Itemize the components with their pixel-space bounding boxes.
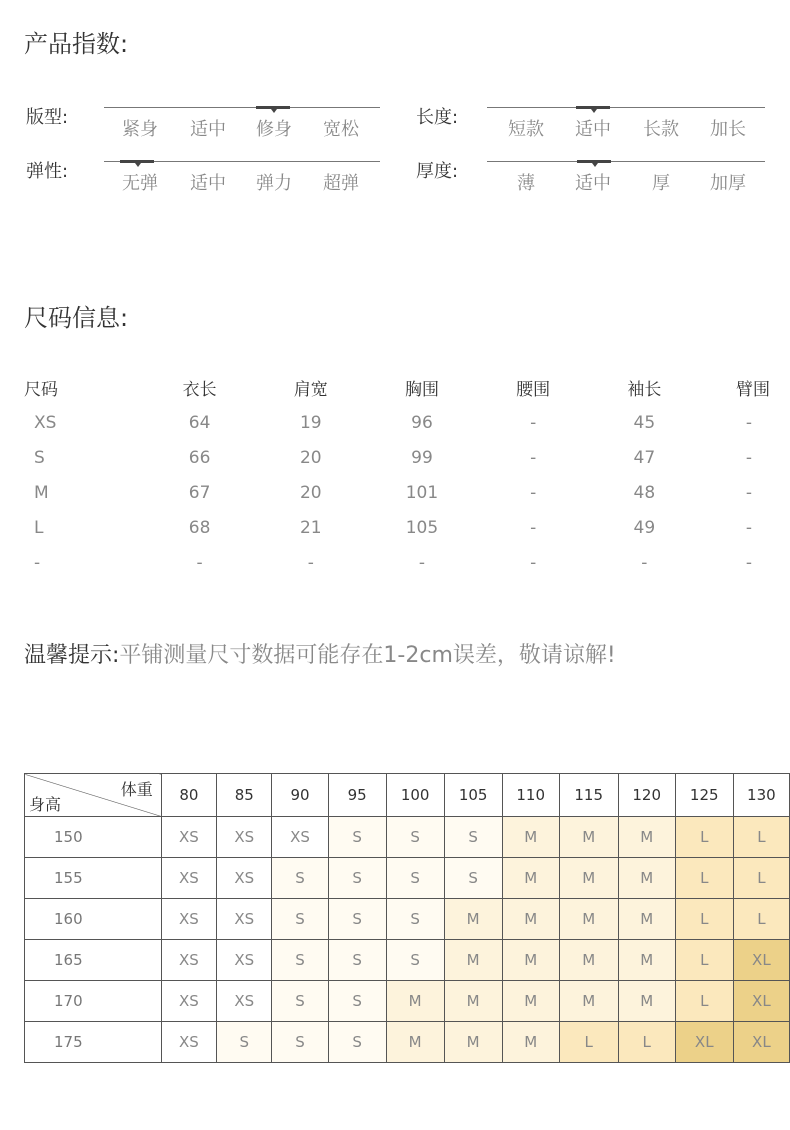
table-cell: - — [418, 552, 426, 573]
index-option: 长款 — [643, 119, 679, 140]
index-option: 薄 — [517, 173, 535, 194]
height-axis-label: 身高 — [29, 795, 62, 814]
height-label: 165 — [25, 940, 162, 981]
fit-size-cell: S — [386, 940, 444, 981]
weight-header: 130 — [733, 774, 789, 817]
fit-size-cell: XS — [161, 1022, 216, 1063]
weight-header: 85 — [217, 774, 272, 817]
table-cell: L — [34, 517, 44, 538]
fit-size-cell: L — [675, 858, 733, 899]
fit-grid-row — [25, 1022, 790, 1063]
fit-size-cell: XL — [733, 940, 789, 981]
table-cell: - — [745, 447, 752, 468]
fit-grid-row — [25, 817, 790, 858]
weight-header: 95 — [328, 774, 386, 817]
weight-header: 90 — [272, 774, 328, 817]
fit-size-cell: M — [618, 817, 675, 858]
column-header: 肩宽 — [293, 380, 328, 400]
fit-size-cell: L — [733, 858, 789, 899]
product-index-title: 产品指数: — [24, 30, 129, 58]
index-label-thickness: 厚度: — [416, 161, 459, 182]
fit-size-cell: S — [386, 817, 444, 858]
column-header: 尺码 — [24, 380, 58, 400]
fit-size-cell: L — [733, 899, 789, 940]
fit-size-cell: S — [328, 1022, 386, 1063]
fit-size-cell: S — [328, 981, 386, 1022]
index-label-elasticity: 弹性: — [26, 161, 69, 182]
fit-size-cell: M — [386, 1022, 444, 1063]
weight-header: 125 — [675, 774, 733, 817]
fit-size-cell: S — [272, 858, 328, 899]
fit-size-cell: XL — [733, 981, 789, 1022]
fit-size-cell: XS — [272, 817, 328, 858]
height-label: 155 — [25, 858, 162, 899]
fit-size-cell: L — [675, 817, 733, 858]
index-option: 加厚 — [710, 173, 746, 194]
table-cell: 68 — [188, 517, 211, 538]
fit-size-cell: S — [328, 817, 386, 858]
fit-grid-row — [25, 899, 790, 940]
column-header: 袖长 — [627, 380, 662, 400]
weight-header: 105 — [444, 774, 502, 817]
table-row — [24, 440, 770, 475]
index-option: 超弹 — [323, 173, 359, 194]
index-scale-line — [104, 107, 380, 108]
table-cell: 105 — [405, 517, 439, 538]
height-label: 175 — [25, 1022, 162, 1063]
index-option: 修身 — [256, 119, 292, 140]
fit-size-cell: S — [386, 858, 444, 899]
index-option: 短款 — [508, 119, 544, 140]
fit-size-cell: M — [502, 940, 559, 981]
fit-size-cell: M — [502, 858, 559, 899]
fit-size-cell: L — [618, 1022, 675, 1063]
fit-size-cell: S — [444, 817, 502, 858]
table-row — [24, 475, 770, 510]
table-cell: - — [530, 447, 537, 468]
fit-size-cell: S — [272, 1022, 328, 1063]
table-cell: 45 — [633, 412, 656, 433]
table-cell: S — [34, 447, 45, 468]
fit-grid-row — [25, 981, 790, 1022]
height-label: 170 — [25, 981, 162, 1022]
fit-size-cell: L — [675, 981, 733, 1022]
index-scale-line — [487, 107, 765, 108]
fit-size-cell: M — [559, 899, 618, 940]
index-label-length: 长度: — [416, 107, 459, 128]
fit-size-cell: M — [618, 981, 675, 1022]
fit-size-cell: S — [444, 858, 502, 899]
size-table — [24, 370, 770, 580]
size-info-title: 尺码信息: — [24, 304, 129, 332]
weight-axis-label: 体重 — [120, 780, 153, 799]
table-cell: XS — [34, 412, 57, 433]
table-row — [24, 405, 770, 440]
fit-grid-header — [25, 774, 790, 817]
fit-size-cell: XS — [217, 899, 272, 940]
index-option: 适中 — [575, 119, 611, 140]
table-cell: 21 — [299, 517, 322, 538]
tip — [24, 638, 616, 669]
index-selected-marker — [256, 106, 290, 109]
fit-size-cell: XS — [161, 858, 216, 899]
column-header: 衣长 — [182, 380, 217, 400]
fit-grid-corner — [25, 774, 162, 817]
height-label: 160 — [25, 899, 162, 940]
fit-size-cell: XS — [161, 899, 216, 940]
column-header: 臂围 — [736, 380, 770, 400]
index-selected-marker — [577, 160, 611, 163]
table-cell: - — [745, 552, 752, 573]
fit-size-cell: XS — [161, 940, 216, 981]
fit-size-cell: XL — [675, 1022, 733, 1063]
fit-size-cell: L — [559, 1022, 618, 1063]
tip-text: 平铺测量尺寸数据可能存在1-2cm误差，敬请谅解! — [119, 643, 616, 668]
height-label: 150 — [25, 817, 162, 858]
index-option: 无弹 — [122, 173, 158, 194]
fit-grid-row — [25, 940, 790, 981]
index-option: 弹力 — [256, 173, 292, 194]
table-cell: - — [745, 482, 752, 503]
fit-size-cell: M — [618, 940, 675, 981]
fit-size-cell: M — [502, 899, 559, 940]
weight-header: 100 — [386, 774, 444, 817]
index-scale-line — [487, 161, 765, 162]
table-cell: - — [530, 412, 537, 433]
table-cell: 67 — [188, 482, 211, 503]
column-header: 胸围 — [404, 380, 439, 400]
weight-header: 110 — [502, 774, 559, 817]
fit-size-cell: M — [559, 817, 618, 858]
table-cell: - — [530, 552, 537, 573]
index-option: 宽松 — [323, 119, 359, 140]
fit-size-cell: M — [444, 940, 502, 981]
index-selected-marker — [120, 160, 154, 163]
fit-size-cell: S — [272, 940, 328, 981]
table-cell: - — [307, 552, 314, 573]
fit-size-cell: M — [502, 817, 559, 858]
fit-size-cell: XS — [161, 817, 216, 858]
index-label-fit: 版型: — [26, 107, 69, 128]
table-cell: 20 — [299, 447, 322, 468]
fit-size-cell: S — [386, 899, 444, 940]
index-option: 加长 — [710, 119, 746, 140]
fit-size-cell: S — [328, 858, 386, 899]
fit-size-cell: M — [502, 1022, 559, 1063]
fit-size-cell: M — [559, 940, 618, 981]
table-cell: - — [196, 552, 203, 573]
table-row — [24, 510, 770, 545]
table-cell: 20 — [299, 482, 322, 503]
table-cell: - — [641, 552, 648, 573]
fit-size-cell: XS — [217, 981, 272, 1022]
fit-size-cell: M — [618, 899, 675, 940]
weight-header: 80 — [161, 774, 216, 817]
fit-size-cell: XS — [217, 858, 272, 899]
fit-size-cell: S — [328, 940, 386, 981]
fit-size-cell: M — [386, 981, 444, 1022]
table-cell: 47 — [633, 447, 656, 468]
table-cell: 48 — [633, 482, 656, 503]
table-cell: 64 — [188, 412, 211, 433]
fit-size-cell: M — [559, 981, 618, 1022]
fit-size-cell: M — [559, 858, 618, 899]
column-header: 腰围 — [516, 380, 551, 400]
weight-header: 115 — [559, 774, 618, 817]
table-cell: - — [34, 552, 41, 573]
fit-size-cell: XS — [161, 981, 216, 1022]
fit-size-cell: S — [217, 1022, 272, 1063]
tip-label: 温馨提示: — [24, 643, 120, 668]
table-cell: 99 — [411, 447, 433, 468]
table-cell: - — [745, 412, 752, 433]
index-option: 适中 — [190, 119, 226, 140]
index-option: 适中 — [575, 173, 611, 194]
index-option: 厚 — [652, 173, 670, 194]
fit-size-cell: M — [444, 899, 502, 940]
fit-size-cell: M — [444, 981, 502, 1022]
fit-size-cell: L — [675, 899, 733, 940]
index-selected-marker — [576, 106, 610, 109]
fit-size-cell: S — [272, 981, 328, 1022]
fit-grid-row — [25, 858, 790, 899]
fit-size-cell: M — [502, 981, 559, 1022]
fit-size-cell: S — [272, 899, 328, 940]
fit-grid-body — [25, 817, 790, 1063]
index-option: 适中 — [190, 173, 226, 194]
weight-header: 120 — [618, 774, 675, 817]
size-table-header — [24, 370, 770, 405]
index-option: 紧身 — [122, 119, 158, 140]
fit-size-cell: L — [675, 940, 733, 981]
fit-size-cell: M — [618, 858, 675, 899]
table-cell: - — [530, 482, 537, 503]
table-cell: 19 — [299, 412, 322, 433]
table-cell: - — [745, 517, 752, 538]
table-cell: 96 — [411, 412, 433, 433]
fit-size-cell: M — [444, 1022, 502, 1063]
fit-size-cell: S — [328, 899, 386, 940]
fit-grid — [24, 773, 790, 1063]
table-cell: 49 — [633, 517, 656, 538]
fit-size-cell: XS — [217, 817, 272, 858]
fit-size-cell: XS — [217, 940, 272, 981]
table-cell: 101 — [405, 482, 439, 503]
size-table-body — [24, 405, 770, 580]
table-cell: - — [530, 517, 537, 538]
fit-size-cell: XL — [733, 1022, 789, 1063]
table-cell: M — [34, 482, 49, 503]
table-row — [24, 545, 770, 580]
fit-size-cell: L — [733, 817, 789, 858]
table-cell: 66 — [188, 447, 211, 468]
